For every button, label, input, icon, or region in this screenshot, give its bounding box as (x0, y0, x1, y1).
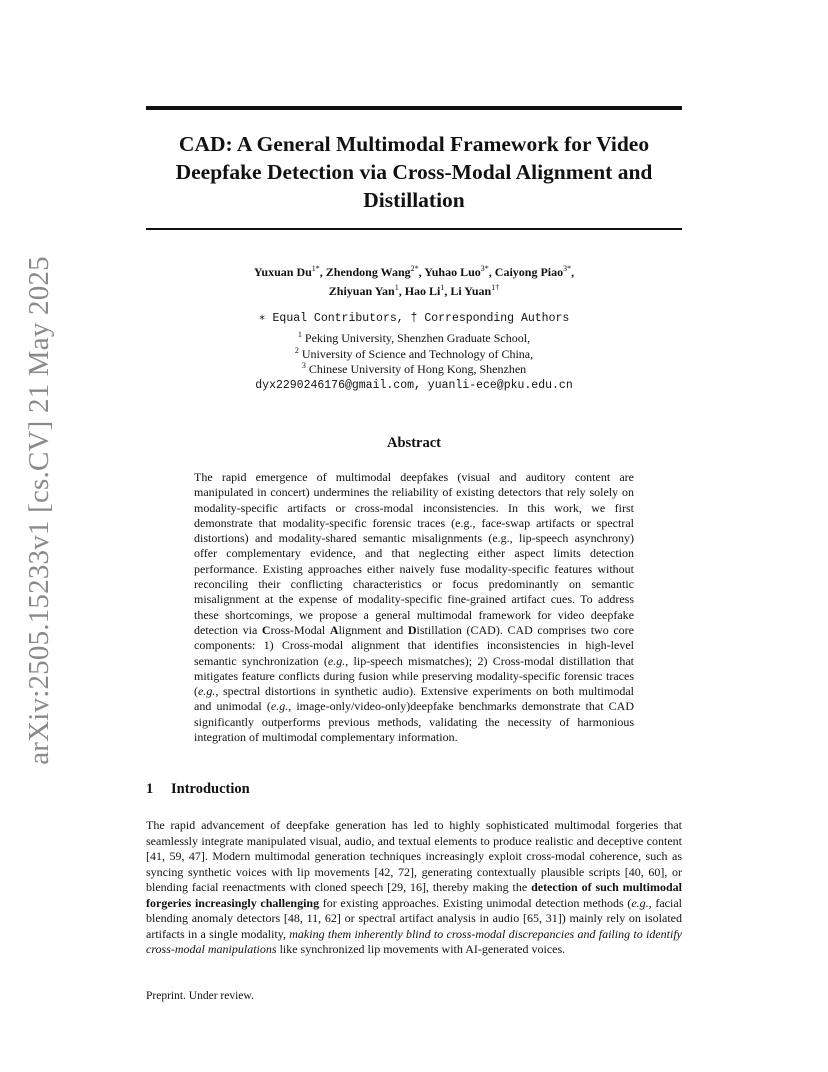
affiliation-text: Chinese University of Hong Kong, Shenzhen (308, 362, 527, 376)
email-addresses: dyx2290246176@gmail.com, yuanli-ece@pku.edu.cn (255, 378, 573, 392)
title-rule-top (146, 106, 682, 110)
abbreviation: e.g. (631, 895, 649, 910)
author-name: Caiyong Piao (494, 265, 564, 279)
affiliation-number: 1 (297, 330, 302, 339)
intro-text: for existing approaches. Existing unimodal detection methods ( (319, 895, 632, 910)
author-mark: 1* (311, 264, 320, 273)
section-title: Introduction (171, 781, 250, 797)
preprint-footer: Preprint. Under review. (146, 990, 254, 1002)
intro-bold-text: detection of such multimodal forgeries increasingly challenging (146, 880, 682, 910)
abstract-text: , image-only/video-only)deepfake benchmarks demonstrate that CAD significantly outperforms previous methods, validating the necessity of harmonious integration of multimodal complementary information. (194, 699, 634, 745)
intro-text: like synchronized lip movements with AI-generated voices. (276, 942, 566, 956)
paper-title: CAD: A General Multimodal Framework for Video Deepfake Detection via Cross-Modal Alignment and Distillation (175, 132, 653, 212)
arxiv-stamp-text: arXiv:2505.15233v1 [cs.CV] 21 May 2025 (22, 255, 55, 765)
arxiv-stamp (16, 250, 62, 770)
affiliation-text: Peking University, Shenzhen Graduate School, (304, 331, 531, 345)
author-name: Zhiyuan Yan (328, 284, 395, 298)
abbreviation: e.g. (327, 653, 346, 668)
affiliation-line (146, 331, 682, 347)
author-name: Yuxuan Du (253, 265, 312, 279)
author-list: Yuxuan $Du^{1*}$, Zhendong Wang$^{2*}$, Yuhao Luo$^{3*}$, Caiyong Piao$^{3*}$, Zhiyuan Yan$^1$, Hao Li$^1$, Li Yuan$^{1\dagger}$ (253, 264, 575, 298)
author-mark: 1† (491, 283, 500, 292)
introduction-paragraph (146, 818, 682, 958)
author-name: Hao Li (404, 284, 441, 298)
author-mark: 1 (394, 283, 399, 292)
affiliation-number: 2 (294, 345, 299, 355)
abbreviation: e.g. (270, 699, 289, 714)
title-rule-bottom (146, 228, 682, 230)
intro-text: , facial blending anomaly detectors [48, 11, 62] or spectral artifact analysis in audio [65, 31]) mainly rely on isolated artifacts in a single modality, (146, 895, 682, 941)
abstract-text: lignment and (338, 622, 408, 637)
abstract-text: ross-Modal (270, 622, 330, 637)
abstract-text: The rapid emergence of multimodal deepfakes (visual and auditory content are manipulated in concert) undermines the reliability of existing detectors that rely solely on modality-specific artifacts or cross-modal inconsistencies. In this work, we first demonstrate that modality-specific forensic traces (e.g., face-swap artifacts or spectral distortions) and modality-shared semantic misalignments (e.g., lip-speech asynchrony) offer complementary evidence, and that neglecting either aspect limits detection performance. Existing approaches either naively fuse modality-specific features without reconciling their conflicting characteristics or focus predominantly on semantic misalignment at the expense of modality-specific fine-grained artifact cues. To address these shortcomings, we propose a general multimodal framework for video deepfake detection via (194, 470, 634, 637)
affiliation-line (146, 347, 682, 363)
author-mark: 3* (563, 264, 572, 273)
abstract-text: istillation (CAD). CAD comprises two core components: 1) Cross-modal alignment that identifies inconsistencies in high-level semantic synchronization ( (194, 622, 634, 668)
author-mark: 1 (440, 283, 445, 292)
acronym-letter: D (407, 622, 417, 637)
affiliation-text: University of Science and Technology of China, (301, 346, 534, 361)
author-name: Zhendong Wang (325, 265, 411, 279)
author-mark: 2* (410, 264, 419, 273)
abstract-heading: Abstract (387, 435, 441, 451)
intro-text: The rapid advancement of deepfake generation has led to highly sophisticated multimodal forgeries that seamlessly integrate manipulated visual, audio, and textual elements to produce realistic and deceptive content [41, 59, 47]. Modern multimodal generation techniques increasingly exploit cross-modal coherence, such as syncing synthetic voices with lip movements [42, 72], generating contextually plausible scripts [40, 60], or blending facial reenactments with cloned speech [29, 16], thereby making the (146, 818, 682, 894)
affiliations (146, 331, 682, 393)
section-heading (146, 781, 682, 798)
author-mark: 3* (480, 264, 489, 273)
abbreviation: e.g. (198, 684, 216, 699)
contributor-note: ∗ Equal Contributors, † Corresponding Authors (258, 312, 570, 325)
intro-italic-text: making them inherently blind to cross-modal discrepancies and failing to identify cross-modal manipulations (146, 926, 682, 956)
abstract-body (194, 470, 634, 745)
author-name: Yuhao Luo (424, 265, 481, 279)
author-name: Li Yuan (450, 284, 492, 298)
abstract-text: , spectral distortions in synthetic audio). Extensive experiments on both multimodal and unimodal ( (194, 684, 634, 714)
abstract-text: , lip-speech mismatches); 2) Cross-modal distillation that mitigates feature conflicts during fusion while preserving modality-specific forensic traces ( (194, 653, 635, 699)
affiliation-number: 3 (301, 361, 306, 370)
acronym-letter: A (329, 622, 339, 637)
affiliation-line (146, 362, 682, 378)
section-number: 1 (146, 781, 154, 797)
acronym-letter: C (261, 622, 271, 637)
